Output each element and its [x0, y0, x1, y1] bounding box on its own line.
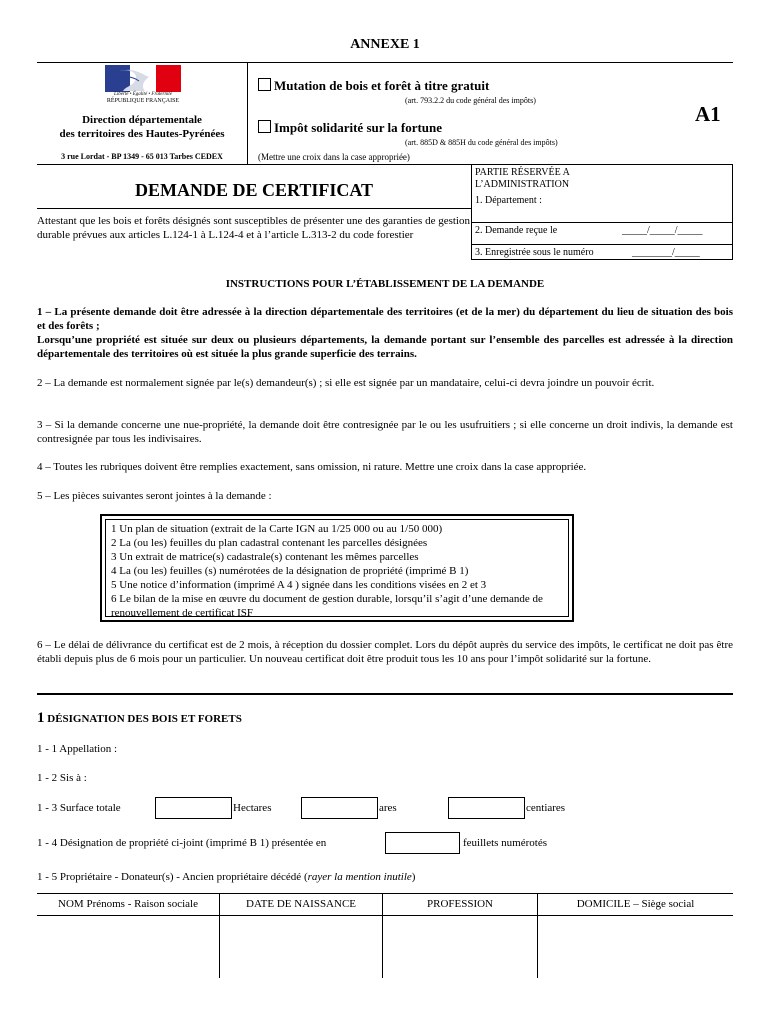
enregistree-number-field[interactable]: ________/_____: [632, 247, 700, 258]
table-cell-nom[interactable]: [37, 916, 219, 978]
piece-item: 4 La (ou les) feuilles (s) numérotées de la désignation de propriété (imprimé B 1): [111, 565, 469, 577]
table-cell-date[interactable]: [220, 916, 382, 978]
section1-title: DÉSIGNATION DES BOIS ET FORETS: [47, 713, 242, 725]
option-isf[interactable]: [258, 120, 442, 136]
table-cell-domicile[interactable]: [538, 916, 733, 978]
admin-line2: des territoires des Hautes-Pyrénées: [59, 128, 225, 140]
appellation-label: 1 - 1 Appellation :: [37, 743, 118, 755]
table-header-date: DATE DE NAISSANCE: [246, 898, 356, 910]
hectares-label: Hectares: [233, 802, 272, 814]
instruction-5: 5 – Les pièces suivantes seront jointes à la demande :: [37, 490, 272, 502]
recue-label: 2. Demande reçue le: [475, 225, 558, 236]
centiares-input[interactable]: [448, 797, 525, 819]
piece-item: 6 Le bilan de la mise en œuvre du document de gestion durable, lorsqu’il s’agit d’une demande de renouvellement de certificat ISF: [111, 593, 543, 619]
admin-address: 3 rue Lordat - BP 1349 - 65 013 Tarbes CEDEX: [61, 152, 223, 161]
proprietaire-text: 1 - 5 Propriétaire - Donateur(s) - Ancien propriétaire décédé (: [37, 871, 308, 883]
form-code: A1: [695, 102, 721, 126]
sis-label: 1 - 2 Sis à :: [37, 772, 87, 784]
instruction-1-text: 1 – La présente demande doit être adressée à la direction départementale des territoires (et de la mer) du département du lieu de situation des bois et des forêts ;: [37, 306, 733, 332]
instruction-6: 6 – Le délai de délivrance du certificat est de 2 mois, à réception du dossier complet. Lors du dépôt auprès du service des impôts, le certificat ne doit pas être établi depuis plus de 6 mois pour un particulier. Un nouveau certificat doit être produit tous les 10 ans pour l’impôt solidarité sur la fortune.: [37, 639, 733, 665]
instruction-4: 4 – Toutes les rubriques doivent être remplies exactement, sans omission, ni rature. Mettre une croix dans la case appropriée.: [37, 461, 587, 473]
centiares-label: centiares: [526, 802, 566, 814]
table-header-domicile: DOMICILE – Siège social: [576, 898, 695, 910]
table-header-profession: PROFESSION: [426, 898, 494, 910]
instructions-title: INSTRUCTIONS POUR L’ÉTABLISSEMENT DE LA DEMANDE: [225, 278, 545, 290]
piece-item: 2 La (ou les) feuilles du plan cadastral contenant les parcelles désignées: [111, 537, 428, 549]
recue-date-field[interactable]: _____/_____/_____: [622, 225, 703, 236]
pieces-box: [100, 514, 574, 622]
hectares-input[interactable]: [155, 797, 232, 819]
mutation-label: Mutation de bois et forêt à titre gratuit: [274, 78, 490, 93]
reserved-box: [471, 164, 733, 260]
piece-item: 1 Un plan de situation (extrait de la Carte IGN au 1/25 000 ou au 1/50 000): [111, 523, 443, 535]
proprietaire-label: [37, 871, 415, 883]
table-top-rule: [37, 893, 733, 894]
header-top-rule: [37, 62, 733, 63]
instruction-1-text-2: Lorsqu’une propriété est située sur deux ou plusieurs départements, la demande portant sur l’ensemble des parcelles est adressée à la direction départementale des territoires où est située la plus grande superficie des terrains.: [37, 334, 733, 360]
instruction-1: [37, 305, 733, 361]
attestation-text: Attestant que les bois et forêts désignés sont susceptibles de présenter une des garanties de gestion durable prévues aux articles L.124-1 à L.124-4 et à l’article L.313-2 du code forestier: [37, 215, 470, 241]
ares-input[interactable]: [301, 797, 378, 819]
main-title: DEMANDE DE CERTIFICAT: [134, 180, 374, 200]
isf-label: Impôt solidarité sur la fortune: [274, 120, 443, 135]
isf-reference: (art. 885D & 885H du code général des impôts): [405, 138, 558, 147]
section-rule: [37, 693, 733, 695]
ares-label: ares: [379, 802, 397, 814]
marianne-logo: [105, 65, 181, 92]
mutation-checkbox[interactable]: [258, 78, 271, 91]
option-mutation[interactable]: [258, 78, 489, 94]
proprietaire-italic: rayer la mention inutile: [307, 871, 412, 883]
admin-line1: Direction départementale: [82, 114, 202, 126]
feuillets-label: feuillets numérotés: [463, 837, 548, 849]
surface-label: 1 - 3 Surface totale: [37, 802, 121, 814]
title-bottom-rule: [37, 208, 471, 209]
mutation-reference: (art. 793.2.2 du code général des impôts): [405, 96, 536, 105]
enregistree-label: 3. Enregistrée sous le numéro: [475, 247, 594, 258]
title-top-rule: [37, 164, 471, 165]
piece-item: 3 Un extrait de matrice(s) cadastrale(s) contenant les mêmes parcelles: [111, 551, 419, 563]
section1-heading: [37, 710, 242, 727]
feuillets-input[interactable]: [385, 832, 460, 854]
departement-field[interactable]: 1. Département :: [475, 195, 542, 206]
reserved-title: PARTIE RÉSERVÉE A L’ADMINISTRATION: [475, 167, 570, 190]
instruction-2: 2 – La demande est normalement signée par le(s) demandeur(s) ; si elle est signée par un mandataire, celui-ci devra joindre un pouvoir écrit.: [37, 377, 655, 389]
proprietaire-end: ): [411, 871, 416, 883]
header-divider: [247, 62, 248, 164]
piece-item: 5 Une notice d’information (imprimé A 4 ) signée dans les conditions visées en 2 et 3: [111, 579, 487, 591]
annex-title: ANNEXE 1: [350, 37, 420, 52]
isf-checkbox[interactable]: [258, 120, 271, 133]
section1-number: 1: [37, 710, 45, 726]
designation-label: 1 - 4 Désignation de propriété ci-joint (imprimé B 1) présentée en: [37, 837, 327, 849]
table-header-nom: NOM Prénoms - Raison sociale: [58, 898, 198, 910]
republic-motto: Liberté • Égalité • Fraternité: [114, 92, 172, 97]
table-cell-profession[interactable]: [383, 916, 537, 978]
instruction-3: 3 – Si la demande concerne une nue-propriété, la demande doit être contresignée par le ou les usufruitiers ; si elle concerne un droit indivis, la demande est contresignée par tous les indivisaires.: [37, 419, 733, 445]
checkbox-hint: (Mettre une croix dans la case appropriée): [258, 152, 410, 162]
republic-name: RÉPUBLIQUE FRANÇAISE: [106, 98, 180, 104]
